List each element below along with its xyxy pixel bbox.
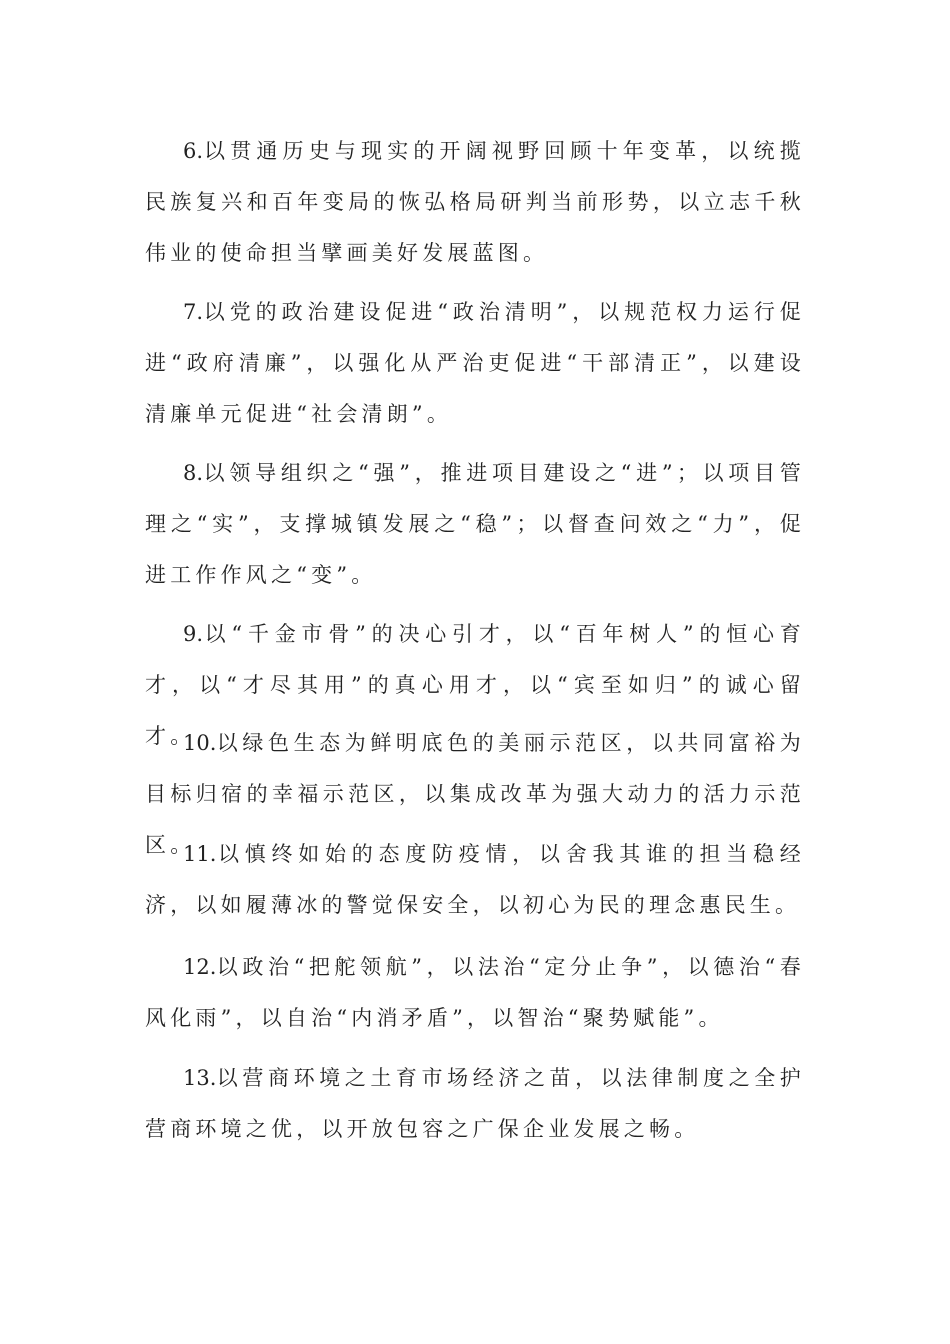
paragraph-text: 以党的政治建设促进“政治清明”，以规范权力运行促进“政府清廉”，以强化从严治吏促进“干部清正”，以建设清廉单元促进“社会清朗”。 [145,300,805,426]
paragraph-number: 8. [183,461,204,485]
paragraph-number: 13. [183,1066,217,1090]
paragraph-6 [145,126,805,279]
paragraph-text: 以贯通历史与现实的开阔视野回顾十年变革，以统揽民族复兴和百年变局的恢弘格局研判当前形势，以立志千秋伟业的使命担当擘画美好发展蓝图。 [145,139,805,265]
paragraph-number: 7. [183,300,204,324]
paragraph-number: 12. [183,955,217,979]
paragraph-8 [145,448,805,601]
paragraph-text: 以慎终如始的态度防疫情，以舍我其谁的担当稳经济，以如履薄冰的警觉保安全，以初心为民的理念惠民生。 [145,842,805,917]
paragraph-12 [145,942,805,1044]
paragraph-number: 11. [183,842,217,866]
paragraph-text: 以领导组织之“强”，推进项目建设之“进”；以项目管理之“实”，支撑城镇发展之“稳”；以督查问效之“力”，促进工作作风之“变”。 [145,461,805,587]
paragraph-text: 以政治“把舵领航”，以法治“定分止争”，以德治“春风化雨”，以自治“内消矛盾”，以智治“聚势赋能”。 [145,955,805,1030]
paragraph-13 [145,1053,805,1155]
paragraph-number: 9. [183,622,204,646]
paragraph-number: 6. [183,139,204,163]
paragraph-7 [145,287,805,440]
paragraph-number: 10. [183,731,217,755]
paragraph-text: 以绿色生态为鲜明底色的美丽示范区，以共同富裕为目标归宿的幸福示范区，以集成改革为强大动力的活力示范区。 [145,731,805,857]
paragraph-11 [145,829,805,931]
paragraph-text: 以营商环境之土育市场经济之苗，以法律制度之全护营商环境之优，以开放包容之广保企业发展之畅。 [145,1066,805,1141]
paragraph-text: 以“千金市骨”的决心引才，以“百年树人”的恒心育才，以“才尽其用”的真心用才，以“宾至如归”的诚心留才。 [145,622,805,748]
